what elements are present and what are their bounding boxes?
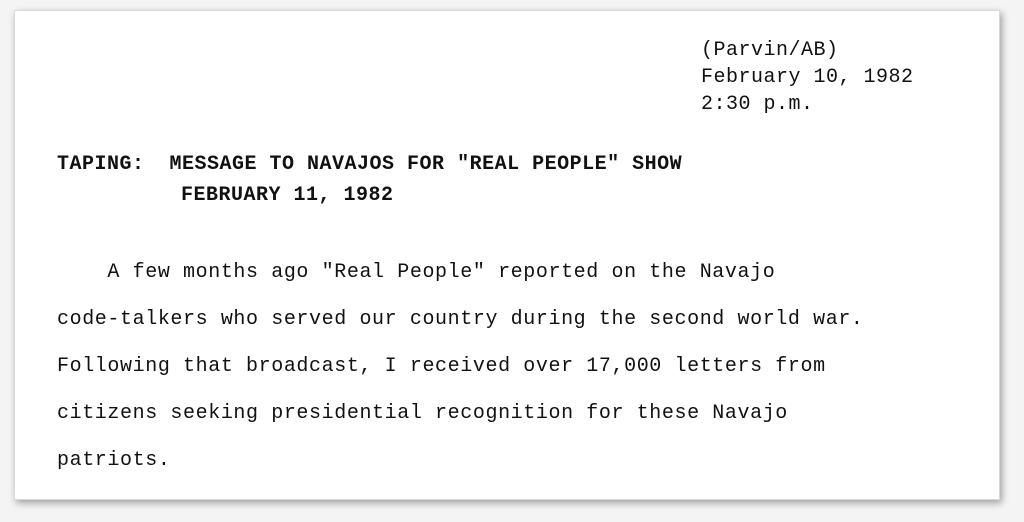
header-date: February 10, 1982 (701, 66, 914, 89)
paragraph-line: code-talkers who served our country during the second world war. (57, 308, 864, 331)
document-body (15, 11, 999, 499)
document-header (701, 37, 914, 118)
document-subject (57, 149, 682, 211)
document-paragraph (57, 249, 977, 484)
document-page (14, 10, 1000, 500)
header-time: 2:30 p.m. (701, 93, 814, 116)
subject-date-line: FEBRUARY 11, 1982 (181, 184, 394, 207)
paragraph-line: Following that broadcast, I received over 17,000 letters from (57, 355, 826, 378)
subject-title-line: TAPING: MESSAGE TO NAVAJOS FOR "REAL PEOPLE" SHOW (57, 153, 683, 176)
paragraph-line: citizens seeking presidential recognition for these Navajo (57, 402, 788, 425)
header-author-code: (Parvin/AB) (701, 39, 839, 62)
paragraph-line: A few months ago "Real People" reported on the Navajo (57, 261, 776, 284)
paragraph-line: patriots. (57, 449, 171, 472)
